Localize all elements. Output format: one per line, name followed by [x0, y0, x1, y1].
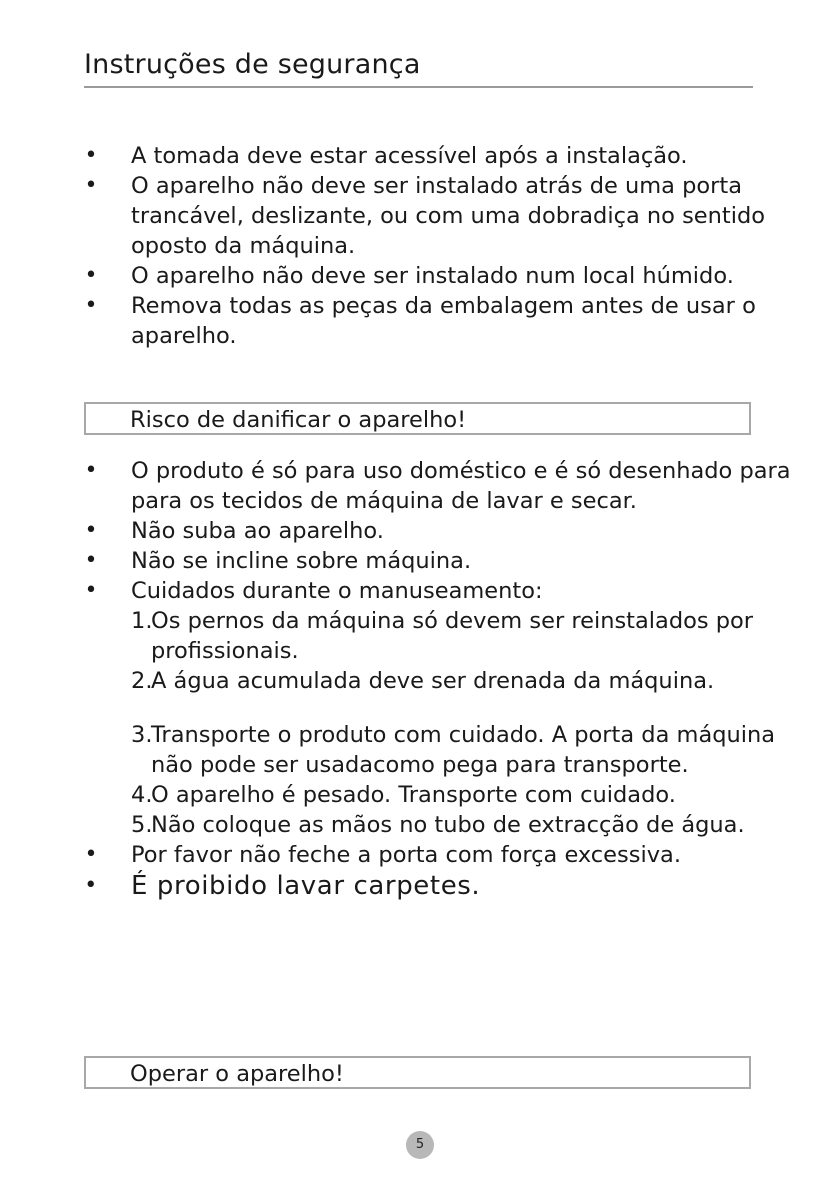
- bullet-icon: •: [84, 873, 98, 898]
- numbered-sub-item: 3. Transporte o produto com cuidado. A porta da máquina não pode ser usadacomo pega para transporte.: [131, 722, 776, 778]
- bullet-icon: •: [84, 263, 98, 288]
- page-number: 5: [406, 1131, 434, 1159]
- bullet-icon: •: [84, 518, 98, 543]
- numbered-sub-item: 2. A água acumulada deve ser drenada da máquina.: [131, 668, 715, 694]
- safety-list-damage: [84, 456, 791, 902]
- bullet-icon: •: [84, 548, 98, 573]
- list-item: • O produto é só para uso doméstico e é só desenhado para para os tecidos de máquina de lavar e secar.: [84, 458, 791, 514]
- section-heading: Operar o aparelho!: [130, 1061, 344, 1087]
- bullet-icon: •: [84, 842, 98, 867]
- list-item: • A tomada deve estar acessível após a instalação.: [84, 143, 688, 169]
- bullet-icon: •: [84, 293, 98, 318]
- list-item: • O aparelho não deve ser instalado num local húmido.: [84, 263, 734, 289]
- list-item: • Por favor não feche a porta com força excessiva.: [84, 842, 681, 868]
- numbered-sub-item: 5. Não coloque as mãos no tubo de extracção de água.: [131, 812, 745, 838]
- list-item: • Remova todas as peças da embalagem antes de usar o aparelho.: [84, 293, 756, 349]
- section-box-operate: [84, 1056, 751, 1089]
- bullet-icon: •: [84, 578, 98, 603]
- list-item: • O aparelho não deve ser instalado atrás de uma porta trancável, deslizante, ou com uma dobradiça no sentido oposto da máquina.: [84, 173, 766, 259]
- list-item: • Não suba ao aparelho.: [84, 518, 384, 544]
- section-heading: Risco de danificar o aparelho!: [130, 407, 467, 433]
- list-item: • É proibido lavar carpetes.: [84, 871, 481, 901]
- page-header: [84, 40, 753, 88]
- bullet-icon: •: [84, 173, 98, 198]
- bullet-icon: •: [84, 143, 98, 168]
- numbered-sub-item: 1. Os pernos da máquina só devem ser reinstalados por profissionais.: [131, 608, 754, 664]
- list-item: • Cuidados durante o manuseamento: 1. Os pernos da máquina só devem ser reinstalados por profissionais. 2. A água acumulada deve ser drenada da máquina. 3. Transporte o produto com cuidado. A porta da máquina não pode ser usadacomo pega para transporte. 4. O aparelho é pesado. Transporte com cuidado. 5. Não coloque as mãos no tubo de extracção de água.: [84, 576, 791, 840]
- safety-list-general: [84, 141, 765, 351]
- page-title: Instruções de segurança: [84, 49, 421, 80]
- numbered-sub-item: 4. O aparelho é pesado. Transporte com cuidado.: [131, 782, 676, 808]
- list-item: • Não se incline sobre máquina.: [84, 548, 472, 574]
- section-box-damage-risk: [84, 402, 751, 435]
- bullet-icon: •: [84, 458, 98, 483]
